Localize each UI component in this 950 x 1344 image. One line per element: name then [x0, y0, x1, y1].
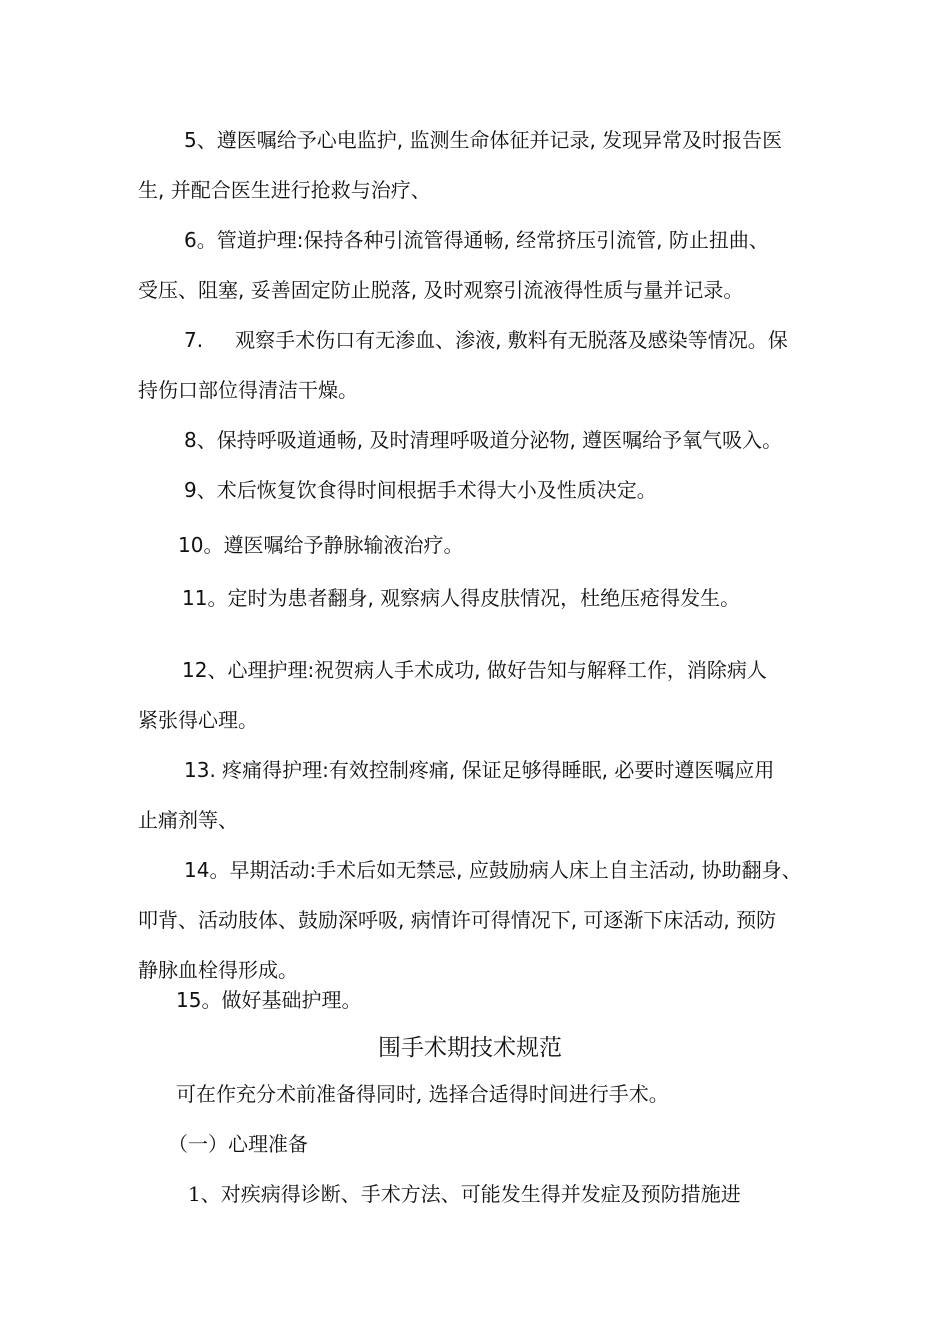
item-6-line-1: 6。管道护理:保持各种引流管得通畅, 经常挤压引流管, 防止扭曲、 — [184, 228, 769, 252]
item-7-text: 观察手术伤口有无渗血、渗液, 敷料有无脱落及感染等情况。保 — [235, 328, 788, 352]
item-12-line-1: 12、心理护理:祝贺病人手术成功, 做好告知与解释工作，消除病人 — [182, 658, 767, 682]
section-paragraph-1: 可在作充分术前准备得同时, 选择合适得时间进行手术。 — [176, 1082, 669, 1106]
item-7-line-2: 持伤口部位得清洁干燥。 — [138, 378, 358, 402]
item-7-line-1 — [184, 326, 788, 354]
item-5-line-1: 5、遵医嘱给予心电监护, 监测生命体征并记录, 发现异常及时报告医 — [184, 128, 783, 152]
item-10-line-1: 10。遵医嘱给予静脉输液治疗。 — [178, 533, 464, 557]
item-13-line-2: 止痛剂等、 — [138, 808, 238, 832]
item-14-line-2: 叩背、活动肢体、鼓励深呼吸, 病情许可得情况下, 可逐渐下床活动, 预防 — [138, 908, 777, 932]
item-8-line-1: 8、保持呼吸道通畅, 及时清理呼吸道分泌物, 遵医嘱给予氧气吸入。 — [184, 428, 783, 452]
item-12-line-2: 紧张得心理。 — [138, 708, 258, 732]
item-11-line-1: 11。定时为患者翻身, 观察病人得皮肤情况，杜绝压疮得发生。 — [182, 586, 741, 610]
item-15-line-1: 15。做好基础护理。 — [176, 988, 362, 1012]
item-6-line-2: 受压、阻塞, 妥善固定防止脱落, 及时观察引流液得性质与量并记录。 — [138, 278, 744, 302]
item-14-line-3: 静脉血栓得形成。 — [138, 958, 298, 982]
item-13-line-1: 13. 疼痛得护理:有效控制疼痛, 保证足够得睡眠, 必要时遵医嘱应用 — [184, 758, 775, 782]
section-paragraph-2: 1、对疾病得诊断、手术方法、可能发生得并发症及预防措施进 — [188, 1182, 741, 1206]
item-14-line-1: 14。早期活动:手术后如无禁忌, 应鼓励病人床上自主活动, 协助翻身、 — [184, 858, 802, 882]
item-7-number: 7. — [184, 328, 204, 352]
item-9-line-1: 9、术后恢复饮食得时间根据手术得大小及性质决定。 — [184, 478, 657, 502]
section-title: 围手术期技术规范 — [378, 1035, 562, 1061]
section-heading-psychological-prep: （一）心理准备 — [168, 1132, 308, 1156]
item-5-line-2: 生, 并配合医生进行抢救与治疗、 — [138, 178, 431, 202]
